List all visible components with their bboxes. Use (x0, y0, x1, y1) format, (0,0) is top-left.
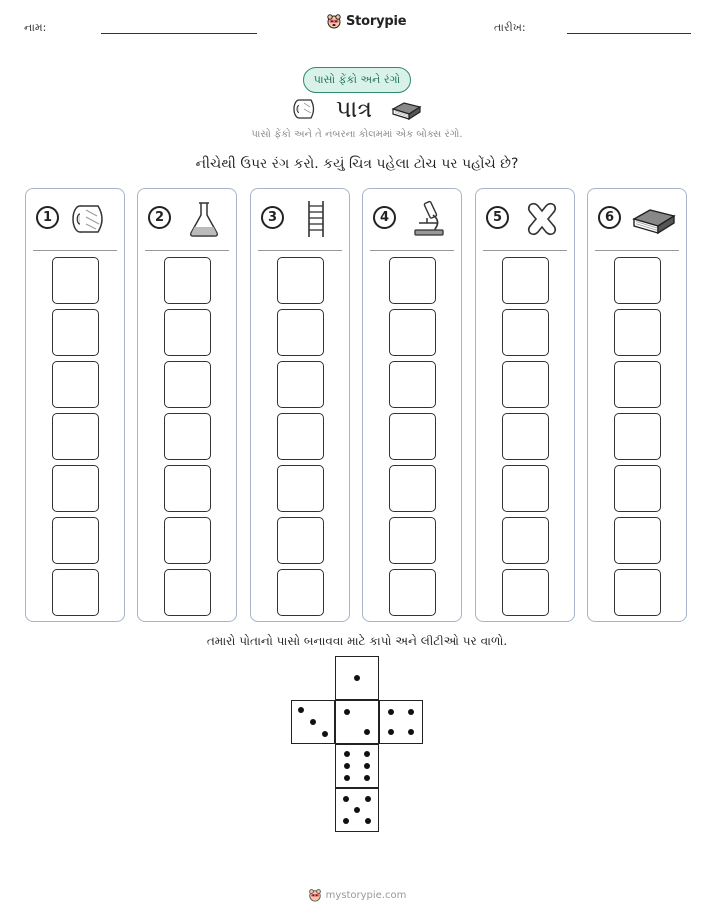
pip (365, 818, 371, 824)
column-header (363, 189, 461, 249)
column-4 (362, 188, 462, 622)
die-face-2 (335, 700, 379, 744)
color-box[interactable] (389, 465, 436, 512)
color-box[interactable] (389, 413, 436, 460)
column-number: 1 (36, 206, 59, 229)
column-divider (483, 250, 567, 251)
column-header (251, 189, 349, 249)
pip (364, 751, 370, 757)
toilet-paper-icon (70, 199, 114, 239)
column-divider (33, 250, 117, 251)
color-box[interactable] (389, 517, 436, 564)
pip (310, 719, 316, 725)
pip (364, 763, 370, 769)
column-3 (250, 188, 350, 622)
pip (344, 709, 350, 715)
color-box[interactable] (502, 309, 549, 356)
pip (344, 751, 350, 757)
brand-name: Storypie (346, 13, 407, 29)
color-box[interactable] (614, 257, 661, 304)
color-box[interactable] (502, 517, 549, 564)
color-box[interactable] (389, 361, 436, 408)
date-field[interactable] (567, 33, 691, 34)
color-box[interactable] (52, 309, 99, 356)
pip (364, 729, 370, 735)
column-number: 6 (598, 206, 621, 229)
page-title: પાત્ર (335, 95, 373, 123)
color-box[interactable] (52, 413, 99, 460)
instructions-subtitle: પાસો ફેંકો અને તે નંબરના કોલમમાં એક બોક્સ રંગો. (251, 129, 463, 140)
name-label: નામ: (24, 21, 47, 34)
column-number: 3 (261, 206, 284, 229)
color-box[interactable] (277, 517, 324, 564)
column-divider (595, 250, 679, 251)
microscope-icon (407, 199, 451, 239)
color-box[interactable] (614, 361, 661, 408)
color-box[interactable] (389, 309, 436, 356)
color-box[interactable] (614, 309, 661, 356)
color-box[interactable] (52, 517, 99, 564)
color-box[interactable] (164, 257, 211, 304)
storypie-mascot-icon (326, 13, 342, 29)
pip (354, 675, 360, 681)
color-box[interactable] (164, 569, 211, 616)
column-5 (475, 188, 575, 622)
color-box[interactable] (502, 257, 549, 304)
pip (364, 775, 370, 781)
name-field[interactable] (101, 33, 257, 34)
color-box[interactable] (52, 465, 99, 512)
pip (365, 796, 371, 802)
book-icon (632, 199, 676, 239)
pip (408, 729, 414, 735)
color-box[interactable] (502, 361, 549, 408)
column-divider (145, 250, 229, 251)
color-box[interactable] (502, 413, 549, 460)
column-header (476, 189, 574, 249)
column-6 (587, 188, 687, 622)
column-number: 5 (486, 206, 509, 229)
pip (343, 796, 349, 802)
cut-instruction: તમારો પોતાનો પાસો બનાવવા માટે કાપો અને લીટીઓ પર વાળો. (206, 634, 508, 648)
column-header (138, 189, 236, 249)
die-face-3 (291, 700, 335, 744)
brand-logo (326, 13, 406, 29)
ladder-icon (295, 199, 339, 239)
die-face-1 (335, 656, 379, 700)
color-box[interactable] (164, 517, 211, 564)
die-face-5 (335, 788, 379, 832)
column-divider (370, 250, 454, 251)
column-2 (137, 188, 237, 622)
color-box[interactable] (164, 361, 211, 408)
column-header (588, 189, 686, 249)
color-box[interactable] (389, 257, 436, 304)
color-box[interactable] (614, 569, 661, 616)
color-box[interactable] (614, 517, 661, 564)
color-box[interactable] (277, 361, 324, 408)
color-box[interactable] (277, 413, 324, 460)
question-text: નીચેથી ઉપર રંગ કરો. કયું ચિત્ર પહેલા ટોચ પર પહોંચે છે? (195, 156, 519, 172)
pip (298, 707, 304, 713)
book-icon (390, 97, 422, 121)
color-box[interactable] (52, 361, 99, 408)
pip (408, 709, 414, 715)
color-box[interactable] (614, 413, 661, 460)
date-label: તારીખ: (494, 21, 526, 34)
color-box[interactable] (164, 309, 211, 356)
color-box[interactable] (502, 569, 549, 616)
pip (344, 775, 350, 781)
die-face-6 (335, 744, 379, 788)
flask-icon (182, 199, 226, 239)
pip (388, 729, 394, 735)
color-box[interactable] (52, 257, 99, 304)
color-box[interactable] (164, 465, 211, 512)
pip (388, 709, 394, 715)
x-mark-icon (520, 199, 564, 239)
color-box[interactable] (614, 465, 661, 512)
pip (322, 731, 328, 737)
column-number: 2 (148, 206, 171, 229)
column-number: 4 (373, 206, 396, 229)
column-1 (25, 188, 125, 622)
pip (343, 818, 349, 824)
column-divider (258, 250, 342, 251)
column-header (26, 189, 124, 249)
color-box[interactable] (277, 309, 324, 356)
color-box[interactable] (52, 569, 99, 616)
die-face-4 (379, 700, 423, 744)
color-box[interactable] (502, 465, 549, 512)
color-box[interactable] (277, 569, 324, 616)
toilet-paper-icon (292, 97, 318, 121)
color-box[interactable] (389, 569, 436, 616)
pip (344, 763, 350, 769)
title-row (0, 92, 714, 126)
color-box[interactable] (277, 257, 324, 304)
footer-site[interactable]: mystorypie.com (325, 889, 407, 901)
footer (0, 888, 714, 902)
pip (354, 807, 360, 813)
color-box[interactable] (164, 413, 211, 460)
activity-pill: પાસો ફેંકો અને રંગો (303, 67, 411, 93)
color-box[interactable] (277, 465, 324, 512)
storypie-mascot-icon (308, 888, 322, 902)
